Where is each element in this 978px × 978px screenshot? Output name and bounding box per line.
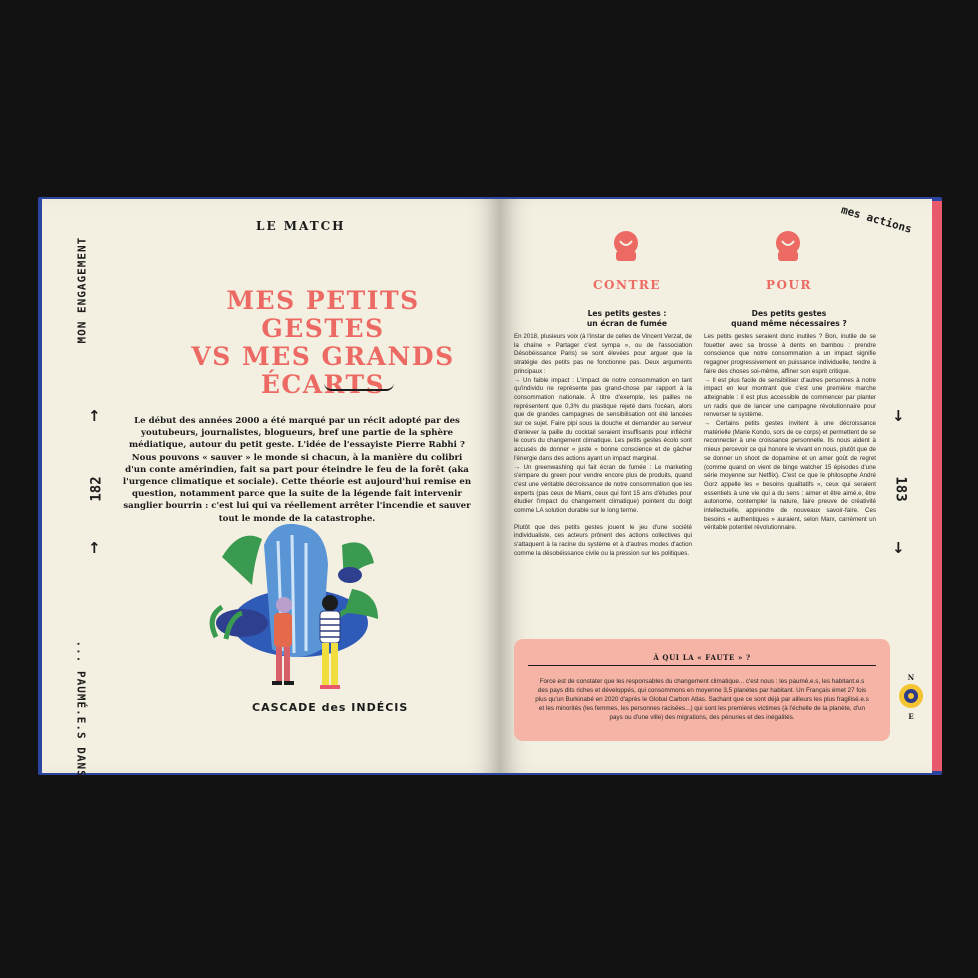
compass-badge [896,673,926,741]
cover-pink-edge [932,201,942,771]
title-line: ÉCARTS [260,370,386,399]
pour-column [704,333,876,533]
side-label-paumes: ... PAUMÉ.E.S DANS [74,640,88,778]
info-box-title: À QUI LA « FAUTE » ? [653,653,751,662]
subtitle-line: Les petits gestes : [587,309,667,318]
pour-heading: POUR [766,278,812,292]
header-le-match: LE MATCH [256,219,346,233]
subtitle-line: un écran de fumée [586,318,668,328]
left-page [42,199,500,778]
corner-label-mes-actions: mes actions [839,203,914,236]
contre-subtitle [572,309,682,328]
page-number-right: 183 [892,476,909,502]
boxing-glove-icon [768,227,808,267]
subtitle-line: Des petits gestes [751,309,827,318]
pour-paragraph: → Certains petits gestes invitent à une décroissance matérielle (Marie Kondo, sors de ce corps) et permettent de se reconnecter à une croissance personnelle. Ils nous aident à mieux percevoir ce qui honore le vivant en nous, plutôt que de se donner un shoot de dopamine et un amer goût de regret (comme quand on vient de binge watcher 15 épisodes d'une série moyenne sur Netflix). C'est ce que le philosophe André Gorz appelle les « besoins qualitatifs », ceux qui seraient essentiels à une vie qui a du sens : aimer et être aimé.e, être autonome, contempler la nature, faire preuve de créativité intellectuelle, apprendre de nouveaux savoir-faire. Ces besoins « authentiques » auraient, selon Marx, carrément un véritable potentiel révolutionnaire. [704,420,876,532]
title-line: VS MES GRANDS [191,342,455,371]
compass-north-label: N [907,673,915,682]
open-magazine [38,197,942,778]
page-number-left: 182 [88,476,105,502]
contre-heading: CONTRE [592,278,662,292]
sun-badge-icon [897,682,925,710]
arrow-down-icon: ↓ [892,407,905,425]
boxing-glove-icon [606,227,646,267]
arrow-down-icon: ↓ [892,539,905,557]
arrow-up-icon: ↑ [88,407,101,425]
side-label-engagement: MON ENGAGEMENT [75,236,89,344]
title-line: MES PETITS [226,286,420,315]
arrow-up-icon: ↑ [88,539,101,557]
title-underline [324,383,394,391]
pour-paragraph: Les petits gestes seraient donc inutiles ? Bon, inutile de se fouetter avec sa brosse à dents en bambou : prendre conscience que notre consommation a un impact signifie regagner progressivement en puissance individuelle, tendre à faire des choses soi-même, affiner son esprit critique. [704,333,876,375]
right-page [500,199,932,773]
compass-east-label: E [908,712,914,721]
contre-paragraph: → Un faible impact : L'impact de notre consommation en tant qu'individu ne représente pas grand-chose par rapport à la consommation nationale. À titre d'exemple, les pailles ne représentent que 0,3% du plastique rejeté dans l'océan, alors que de grandes campagnes de sensibilisation ont été lancées sur ce sujet. Faire pipi sous la douche et demander au serveur d'enlever la paille du cocktail seraient insuffisants pour infléchir le cours du changement climatique. Les petits gestes écolo sont accusés de donner « juste » bonne conscience et de gâcher l'énergie dans des actions ayant un impact marginal. [514,376,692,462]
subtitle-line: quand même nécessaires ? [731,318,847,328]
illustration-caption: CASCADE des INDÉCIS [252,701,409,714]
contre-column [514,333,692,559]
waterfall-illustration [192,505,392,705]
intro-paragraph: Le début des années 2000 a été marqué par un récit adopté par des youtubeurs, journalistes, blogueurs, bref une partie de la sphère médiatique, autour du petit geste. L'idée de l'essayiste Pierre Rabhi ? Nous pouvons « sauver » le monde si chacun, à la manière du colibri d'un conte amérindien, fait sa part pour éteindre le feu de la forêt (aka l'urgence climatique et sociale). Cette théorie est aujourd'hui remise en question, notamment parce que la suite de la légende fait intervenir sanglier bourrin : c'est lui qui va réellement arrêter l'incendie et sauver tout le monde de la catastrophe. [122,416,472,524]
page-title [138,287,508,399]
pour-subtitle [724,309,854,328]
title-line: GESTES [261,314,385,343]
contre-paragraph: → Un greenwashing qui fait écran de fumée : Le marketing s'empare du green pour vendre encore plus de produits, quand c'est une véritable décroissance de notre consommation que les experts (pas ceux de Miami, ceux qui font 15 ans d'études pour étudier l'impact du changement climatique) pointent du doigt comme LA solution durable sur le long terme. [514,463,692,515]
contre-paragraph: En 2018, plusieurs voix (à l'instar de celles de Vincent Verzat, de la chaîne « Partager c'est sympa », ou de l'association Désobéissance Paris) se sont élevées pour arguer que la stratégie des petits pas ne fonctionne pas. Deux arguments principaux : [514,333,692,375]
pour-paragraph: → Il est plus facile de sensibiliser d'autres personnes à notre impact en leur montrant que c'est une première marche atteignable : il est plus accessible de commencer par planter un radis que de lancer une campagne révolutionnaire pour renverser le système. [704,376,876,419]
info-box-faute [514,639,890,741]
info-box-divider [528,665,876,666]
info-box-text: Force est de constater que les responsables du changement climatique... c'est nous : les paumé.e.s, les habitant.e.s des pays dits riches et développés, qui consommons en moyenne 3,5 planètes par habitant. Un Français émet 27 fois plus qu'un Burkinabé en 2020 d'après le Global Carbon Atlas. Sachant que ce sont déjà par ailleurs les plus fragilisé.e.s et les minorités (les femmes, les personnes racisées...) qui sont les premières victimes (à l'échelle de la planète, d'un pays ou d'une ville) des migrations, des pénuries et des inégalités. [535,678,869,721]
contre-paragraph: Plutôt que des petits gestes jouent le jeu d'une société individualiste, ces acteurs prônent des actions collectives qui s'attaquent à la racine du système et à d'autres modes d'action comme la désobéissance civile ou la pression sur les politiques. [514,523,692,557]
